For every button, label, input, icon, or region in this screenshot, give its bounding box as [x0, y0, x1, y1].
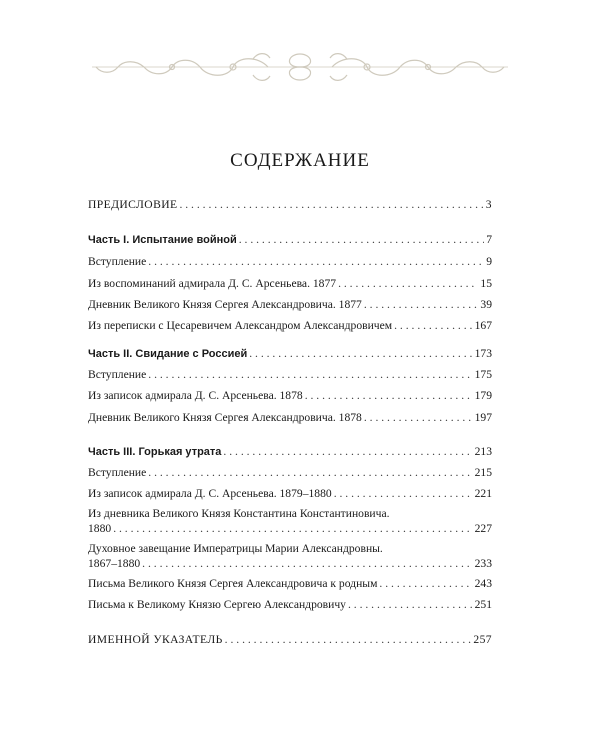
- toc-entry[interactable]: [88, 410, 492, 425]
- toc-entry-label: Из воспоминаний адмирала Д. С. Арсеньева. 1877: [88, 277, 337, 290]
- toc-entry[interactable]: [88, 506, 492, 536]
- toc-entry-page: 197: [474, 411, 492, 424]
- toc-entry-page: 221: [474, 487, 492, 500]
- toc-entry-page: 167: [474, 319, 492, 332]
- toc-entry-label: Из записок адмирала Д. С. Арсеньева. 1878: [88, 389, 303, 402]
- toc-entry-label: Вступление: [88, 255, 147, 268]
- toc-entry[interactable]: [88, 486, 492, 501]
- toc-entry[interactable]: [88, 388, 492, 403]
- toc-entry[interactable]: [88, 318, 492, 333]
- toc-entry-label: Часть III. Горькая утрата: [88, 446, 222, 458]
- toc-entry-page: 213: [474, 445, 492, 458]
- toc-entry-label: Дневник Великого Князя Сергея Александровича. 1877: [88, 298, 362, 311]
- toc-entry-label-line2: 1867–1880: [88, 557, 141, 570]
- toc-entry[interactable]: [88, 254, 492, 269]
- toc-entry-page: 39: [480, 298, 492, 311]
- toc-entry-label: Письма к Великому Князю Сергею Александровичу: [88, 598, 346, 611]
- toc-entry-page: 251: [474, 598, 492, 611]
- toc-entry[interactable]: [88, 465, 492, 480]
- toc-entry-label: Из переписки с Цесаревичем Александром Александровичем: [88, 319, 393, 332]
- toc-entry[interactable]: [88, 576, 492, 591]
- toc-entry-page: 233: [474, 557, 492, 570]
- toc-entry-label-line2: 1880: [88, 522, 112, 535]
- decorative-ornament-icon: [88, 48, 512, 86]
- toc-entry-label: Дневник Великого Князя Сергея Александровича. 1878: [88, 411, 362, 424]
- toc-entry-label: Часть II. Свидание с Россией: [88, 348, 248, 360]
- toc-entry-label: Вступление: [88, 368, 147, 381]
- toc-entry[interactable]: [88, 597, 492, 612]
- toc-entry-index[interactable]: [88, 632, 492, 647]
- toc-entry[interactable]: [88, 297, 492, 312]
- toc-entry-part-1[interactable]: [88, 232, 492, 248]
- toc-entry-page: 9: [486, 255, 492, 268]
- toc-entry[interactable]: [88, 276, 492, 291]
- toc-entry-label-line1: Из дневника Великого Князя Константина Константиновича.: [88, 507, 390, 520]
- toc-entry-page: 173: [474, 347, 492, 360]
- toc-entry-page: 7: [486, 233, 492, 246]
- toc-entry-label: Часть I. Испытание войной: [88, 234, 237, 246]
- toc-entry-page: 15: [480, 277, 492, 290]
- toc-entry-page: 3: [485, 198, 492, 211]
- toc-entry-label: Письма Великого Князя Сергея Александровича к родным: [88, 577, 378, 590]
- toc-entry-page: 175: [474, 368, 492, 381]
- toc-entry-part-3[interactable]: [88, 444, 492, 460]
- toc-entry[interactable]: [88, 367, 492, 382]
- toc-entry[interactable]: [88, 541, 492, 571]
- toc-entry-label: ИМЕННОЙ УКАЗАТЕЛЬ: [88, 633, 223, 646]
- toc-entry-page: 215: [474, 466, 492, 479]
- toc-entry-label: ПРЕДИСЛОВИЕ: [88, 198, 178, 211]
- toc-entry-page: 243: [474, 577, 492, 590]
- toc-entry-page: 227: [474, 522, 492, 535]
- toc-entry-page: 179: [474, 389, 492, 402]
- toc-entry-label: Из записок адмирала Д. С. Арсеньева. 1879–1880: [88, 487, 332, 500]
- toc-entry-label: Вступление: [88, 466, 147, 479]
- page-title: СОДЕРЖАНИЕ: [230, 150, 370, 171]
- toc-entry-page: 257: [473, 633, 492, 646]
- toc-entry-part-2[interactable]: [88, 346, 492, 362]
- toc-entry-preface[interactable]: [88, 197, 492, 212]
- toc-entry-label-line1: Духовное завещание Императрицы Марии Александровны.: [88, 542, 383, 555]
